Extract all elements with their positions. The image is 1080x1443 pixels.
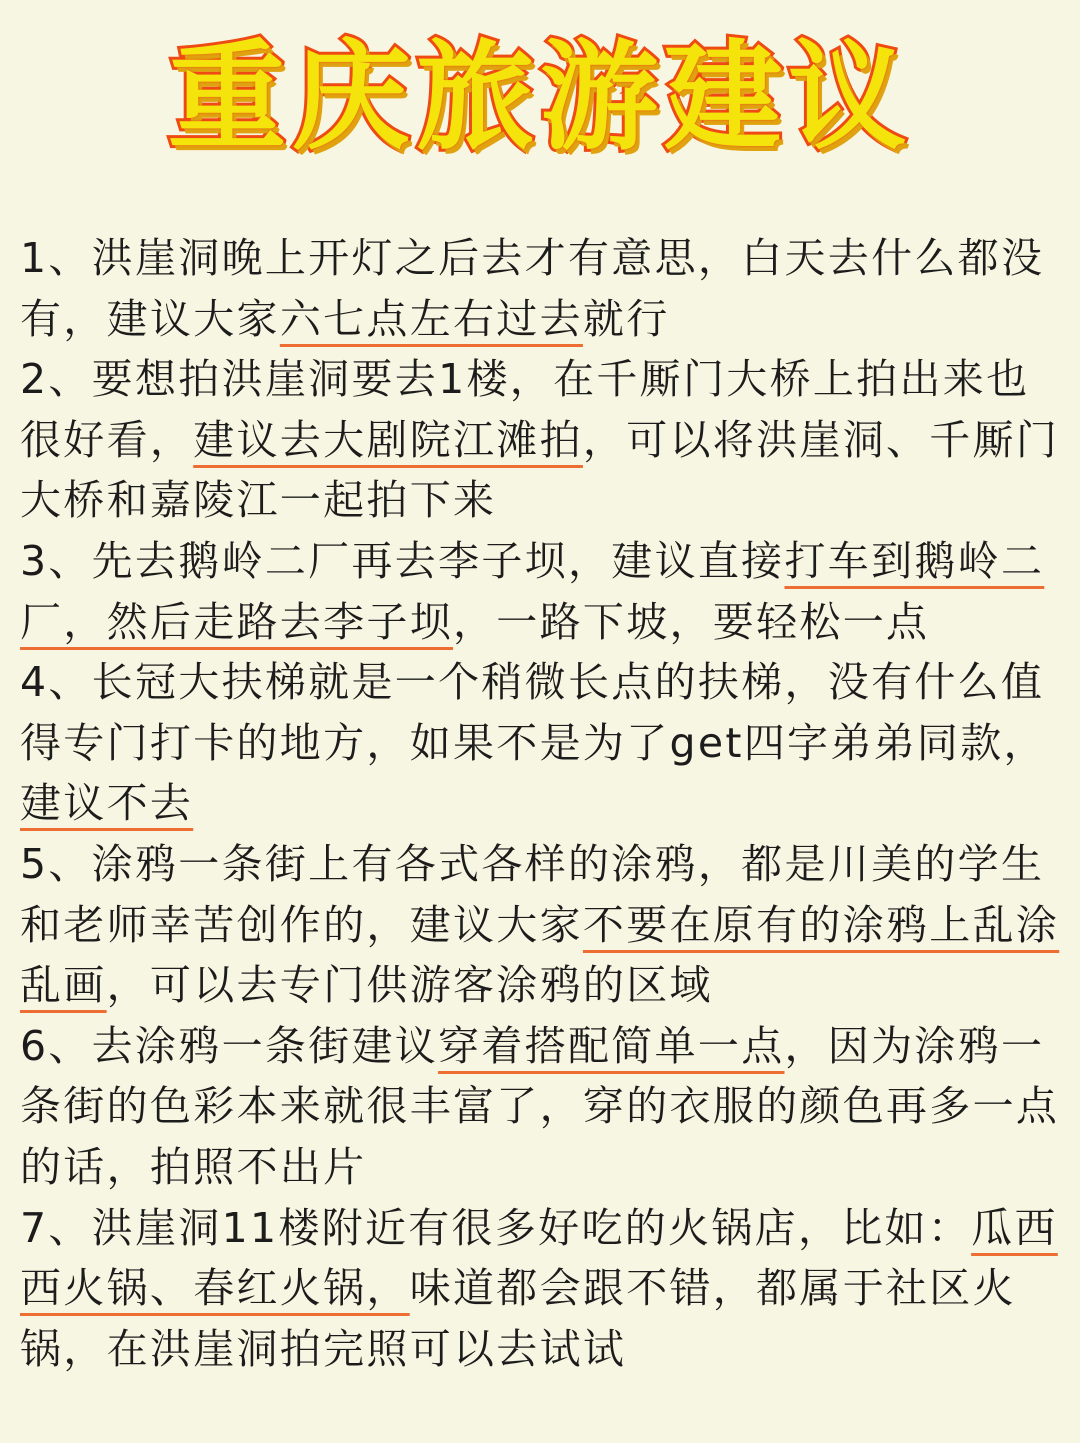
tip-text: 6、去涂鸦一条街建议 xyxy=(20,1021,439,1070)
tip-text: 4、长冠大扶梯就是一个稍微长点的扶梯，没有什么值得专门打卡的地方，如果不是为了get四字弟弟同款， xyxy=(20,658,1047,767)
tip-highlight: 建议去大剧院江滩拍 xyxy=(193,415,583,464)
tip-text: 2、要想拍洪崖洞要去1楼，在千厮门大桥上拍出来也很好看， xyxy=(20,355,1030,464)
tip-item-3 xyxy=(20,531,1065,652)
tip-text: ，一路下坡，要轻松一点 xyxy=(453,597,930,646)
page-title: 重庆旅游建议 xyxy=(167,28,912,166)
tip-item-2 xyxy=(20,349,1065,531)
tips-list xyxy=(20,228,1065,1379)
tip-highlight: 打车到鹅岭二厂，然后走路去李子坝 xyxy=(20,536,1045,646)
tip-text: ，可以将洪崖洞、千厮门大桥和嘉陵江一起拍下来 xyxy=(20,415,1060,525)
tip-item-6 xyxy=(20,1016,1065,1198)
tip-highlight: 六七点左右过去 xyxy=(279,294,583,343)
tip-highlight: 不要在原有的涂鸦上乱涂乱画 xyxy=(20,900,1060,1010)
title-banner xyxy=(0,22,1080,172)
tip-text: ，可以去专门供游客涂鸦的区域 xyxy=(106,961,713,1010)
tip-text: 味道都会跟不错，都属于社区火锅，在洪崖洞拍完照可以去试试 xyxy=(20,1264,1016,1373)
tip-item-4 xyxy=(20,652,1065,834)
tip-text: 7、洪崖洞11楼附近有很多好吃的火锅店，比如： xyxy=(20,1203,972,1252)
tip-item-7 xyxy=(20,1198,1065,1380)
tip-highlight: 穿着搭配简单一点 xyxy=(438,1021,785,1070)
tip-item-5 xyxy=(20,834,1065,1016)
tip-text: 1、洪崖洞晚上开灯之后去才有意思，白天去什么都没有，建议大家 xyxy=(20,234,1045,343)
tip-highlight: 瓜西西火锅、春红火锅， xyxy=(20,1203,1058,1313)
tip-text: 就行 xyxy=(582,294,670,343)
tip-text: 5、涂鸦一条街上有各式各样的涂鸦，都是川美的学生和老师幸苦创作的，建议大家 xyxy=(20,839,1045,949)
tip-text: ，因为涂鸦一条街的色彩本来就很丰富了，穿的衣服的颜色再多一点的话，拍照不出片 xyxy=(20,1021,1060,1191)
tip-text: 3、先去鹅岭二厂再去李子坝，建议直接 xyxy=(20,536,785,585)
tip-highlight: 建议不去 xyxy=(20,779,194,828)
tip-item-1 xyxy=(20,228,1065,349)
